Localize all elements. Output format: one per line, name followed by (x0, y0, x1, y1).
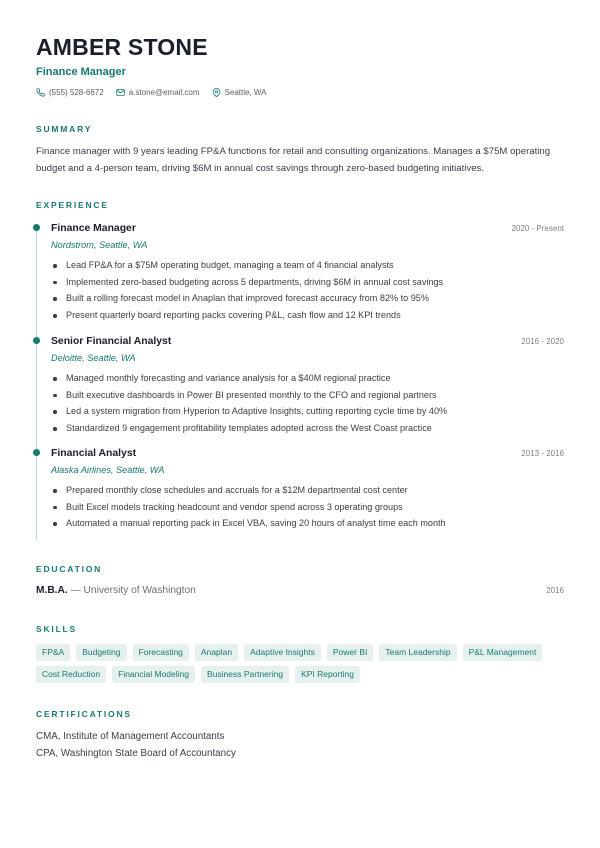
job-dates: 2016 - 2020 (521, 337, 564, 346)
job-company: Nordstrom, Seattle, WA (51, 240, 148, 250)
phone-icon (36, 88, 45, 97)
mail-icon (116, 88, 125, 97)
bullet-item: Prepared monthly close schedules and accruals for a $12M departmental cost center (51, 482, 446, 499)
location-text: Seattle, WA (224, 88, 267, 97)
section-title-certifications: CERTIFICATIONS (36, 709, 132, 719)
timeline-dot (33, 224, 40, 231)
summary-text: Finance manager with 9 years leading FP&A functions for retail and consulting organizations. Manages a $75M operating budget and a 4-person team, driving $6M in annual cost savings through zero-based budgeting initiatives. (36, 146, 551, 174)
bullet-item: Lead FP&A for a $75M operating budget, managing a team of 4 financial analysts (51, 257, 443, 274)
bullet-item: Implemented zero-based budgeting across 5 departments, driving $6M in annual cost savings (51, 274, 443, 291)
contact-row (36, 88, 267, 97)
job-title: Finance Manager (51, 223, 136, 234)
candidate-name: AMBER STONE (36, 34, 208, 60)
job-company: Deloitte, Seattle, WA (51, 353, 136, 363)
bullet-item: Built executive dashboards in Power BI presented monthly to the CFO and regional partners (51, 387, 447, 404)
skill-chip: FP&A (36, 644, 70, 661)
contact-location (212, 88, 267, 97)
skill-chip: KPI Reporting (295, 666, 360, 683)
skill-chip: Cost Reduction (36, 666, 106, 683)
certification-item: CPA, Washington State Board of Accountancy (36, 748, 236, 759)
skill-chip: Team Leadership (379, 644, 456, 661)
email-text[interactable]: a.stone@email.com (128, 88, 200, 97)
education-degree: M.B.A. (36, 585, 68, 596)
bullet-item: Built Excel models tracking headcount and vendor spend across 3 operating groups (51, 499, 446, 516)
map-pin-icon (212, 88, 221, 97)
bullet-item: Present quarterly board reporting packs covering P&L, cash flow and 12 KPI trends (51, 307, 443, 324)
section-title-summary: SUMMARY (36, 124, 93, 134)
job-company: Alaska Airlines, Seattle, WA (51, 465, 165, 475)
section-title-experience: EXPERIENCE (36, 200, 109, 210)
contact-phone (36, 88, 104, 97)
skill-chip: Adaptive Insights (244, 644, 321, 661)
bullet-item: Standardized 9 engagement profitability templates adopted across the West Coast practice (51, 420, 447, 437)
timeline-dot (33, 337, 40, 344)
certification-item: CMA, Institute of Management Accountants (36, 731, 225, 742)
contact-email[interactable] (116, 88, 200, 97)
bullet-item: Managed monthly forecasting and variance analysis for a $40M regional practice (51, 370, 447, 387)
skills-list (36, 644, 564, 683)
timeline-dot (33, 449, 40, 456)
bullet-item: Automated a manual reporting pack in Excel VBA, saving 20 hours of analyst time each month (51, 515, 446, 532)
bullet-item: Built a rolling forecast model in Anaplan that improved forecast accuracy from 82% to 95% (51, 290, 443, 307)
skill-chip: Business Partnering (201, 666, 289, 683)
education-year: 2016 (546, 586, 564, 595)
job-bullets (51, 257, 443, 324)
candidate-role: Finance Manager (36, 66, 126, 78)
skill-chip: Forecasting (133, 644, 189, 661)
skill-chip: Budgeting (76, 644, 126, 661)
job-dates: 2013 - 2016 (521, 449, 564, 458)
timeline-line (36, 227, 37, 540)
job-bullets (51, 482, 446, 532)
bullet-item: Led a system migration from Hyperion to Adaptive Insights, cutting reporting cycle time by 40% (51, 403, 447, 420)
job-title: Financial Analyst (51, 448, 137, 459)
section-title-skills: SKILLS (36, 624, 78, 634)
certifications-list (36, 728, 236, 762)
job-bullets (51, 370, 447, 437)
experience-timeline (36, 224, 564, 540)
skill-chip: P&L Management (463, 644, 543, 661)
section-title-education: EDUCATION (36, 564, 103, 574)
education-entry (36, 585, 564, 596)
skill-chip: Financial Modeling (112, 666, 195, 683)
skill-chip: Power BI (327, 644, 374, 661)
skill-chip: Anaplan (195, 644, 238, 661)
phone-text: (555) 528-6672 (49, 88, 104, 97)
job-dates: 2020 - Present (511, 224, 564, 233)
education-school: — University of Washington (67, 585, 196, 596)
job-title: Senior Financial Analyst (51, 336, 172, 347)
